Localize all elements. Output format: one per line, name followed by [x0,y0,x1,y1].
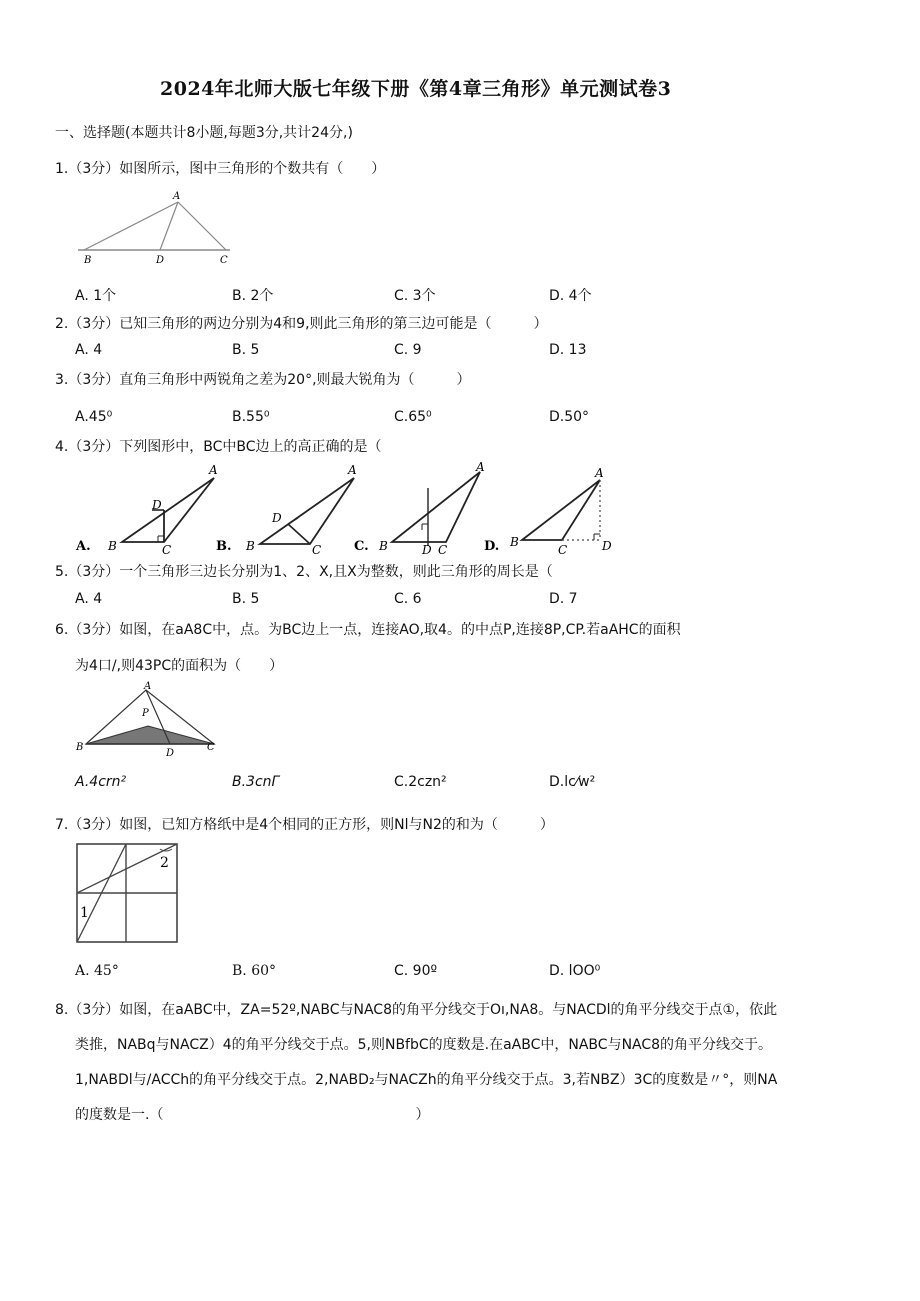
question-4-figure-a[interactable] [75,463,218,557]
fig4b-label-a: A [348,463,357,477]
question-7-option-b[interactable]: B. 60° [232,963,277,979]
question-6-option-b[interactable]: B.3cnΓ [232,774,280,790]
question-2-stem: 2.（3分）已知三角形的两边分别为4和9,则此三角形的第三边可能是（ ） [55,316,548,332]
question-7-option-c[interactable]: C. 90º [394,963,438,979]
fig4d-letter: D. [484,539,500,554]
fig4b-letter: B. [216,539,232,554]
fig4c-label-d: D [422,543,432,557]
fig4a-label-a: A [209,463,218,477]
question-6-stem-line-1: 6.（3分）如图，在aA8C中，点。为BC边上一点，连接AO,取4。的中点P,连接8P,CP.若aAHC的面积 [55,622,681,638]
question-3-option-a[interactable]: A.45⁰ [75,409,113,425]
fig6-label-a: A [144,681,152,692]
question-6-stem-line-2: 为4口/,则43PC的面积为（ ） [75,658,284,674]
fig4c-label-c: C [438,543,448,557]
question-2-option-d[interactable]: D. 13 [549,342,587,358]
fig4a-letter: A. [76,539,91,554]
section-heading: 一、选择题(本题共计8小题,每题3分,共计24分,) [55,125,353,141]
question-4-figure-c[interactable] [354,460,485,557]
fig4c-label-b: B [379,539,388,553]
question-6-option-d[interactable]: D.lc⁄w² [549,774,596,790]
question-5-option-d[interactable]: D. 7 [549,591,578,607]
fig4c-letter: C. [354,539,369,554]
fig4a-label-c: C [162,543,172,557]
question-3-option-c[interactable]: C.65⁰ [394,409,432,425]
question-5-option-b[interactable]: B. 5 [232,591,260,607]
question-4-stem: 4.（3分）下列图形中，BC中BC边上的高正确的是（ [55,439,382,455]
question-8-line-2: 类推，NABq与NACZ）4的角平分线交于点。5,则NBfbC的度数是.在aABC中，NABC与NAC8的角平分线交于。 [75,1037,773,1053]
fig1-label-b: B [84,255,92,266]
question-1-figure [76,188,236,268]
fig6-label-p: P [142,708,149,719]
fig7-angle-1-label: 1 [80,905,89,921]
question-2-option-b[interactable]: B. 5 [232,342,260,358]
question-2-option-a[interactable]: A. 4 [75,342,103,358]
fig7-angle-2-label: 2 [160,855,169,871]
question-1-stem: 1.（3分）如图所示，图中三角形的个数共有（ ） [55,161,386,177]
question-7-option-a[interactable]: A. 45° [75,963,119,979]
fig4d-label-b: B [510,535,519,549]
fig1-label-c: C [220,255,228,266]
question-5-option-c[interactable]: C. 6 [394,591,422,607]
question-1-option-c[interactable]: C. 3个 [394,288,436,304]
fig4a-label-b: B [108,539,117,553]
fig4c-label-a: A [476,460,485,474]
fig6-label-b: B [76,742,84,753]
question-1-option-a[interactable]: A. 1个 [75,288,117,304]
question-7-figure [76,843,180,945]
fig4b-label-c: C [312,543,322,557]
question-6-option-a[interactable]: A.4crn² [75,774,127,790]
fig4b-label-b: B [246,539,255,553]
question-3-option-b[interactable]: B.55⁰ [232,409,270,425]
fig4d-label-a: A [595,466,604,480]
question-7-option-d[interactable]: D. lOO⁰ [549,963,601,979]
question-4-figure-d[interactable] [484,466,612,557]
page-title: 2024年北师大版七年级下册《第4章三角形》单元测试卷3 [160,78,672,100]
question-8-line-1: 8.（3分）如图，在aABC中，ZA=52º,NABC与NAC8的角平分线交于Oı,NA8。与NACDl的角平分线交于点①，依此 [55,1002,778,1018]
fig4d-label-c: C [558,543,568,557]
question-5-option-a[interactable]: A. 4 [75,591,103,607]
question-5-stem: 5.（3分）一个三角形三边长分别为1、2、X,且X为整数，则此三角形的周长是（ [55,564,553,580]
fig4d-label-d: D [602,539,612,553]
fig1-label-d: D [156,255,165,266]
question-1-option-b[interactable]: B. 2个 [232,288,274,304]
fig4a-label-d: D [152,498,162,512]
question-3-option-d[interactable]: D.50° [549,409,590,425]
question-7-stem: 7.（3分）如图，已知方格纸中是4个相同的正方形，则Nl与N2的和为（ ） [55,817,554,833]
question-1-option-d[interactable]: D. 4个 [549,288,592,304]
fig4b-label-d: D [272,511,282,525]
fig6-label-c: C [207,742,215,753]
question-4-figure-b[interactable] [216,463,357,557]
question-3-stem: 3.（3分）直角三角形中两锐角之差为20°,则最大锐角为（ ） [55,372,471,388]
fig1-label-a: A [173,191,181,202]
question-8-line-3: 1,NABDl与/ACCh的角平分线交于点。2,NABD₂与NACZh的角平分线交于点。3,若NBZ）3C的度数是〃°，则NA [75,1072,778,1088]
question-8-line-4: 的度数是一.（ ） [75,1107,430,1123]
question-2-option-c[interactable]: C. 9 [394,342,422,358]
fig6-label-d: D [166,748,175,759]
question-4-figures [74,460,634,556]
question-6-figure [74,680,224,760]
question-6-option-c[interactable]: C.2czn² [394,774,447,790]
